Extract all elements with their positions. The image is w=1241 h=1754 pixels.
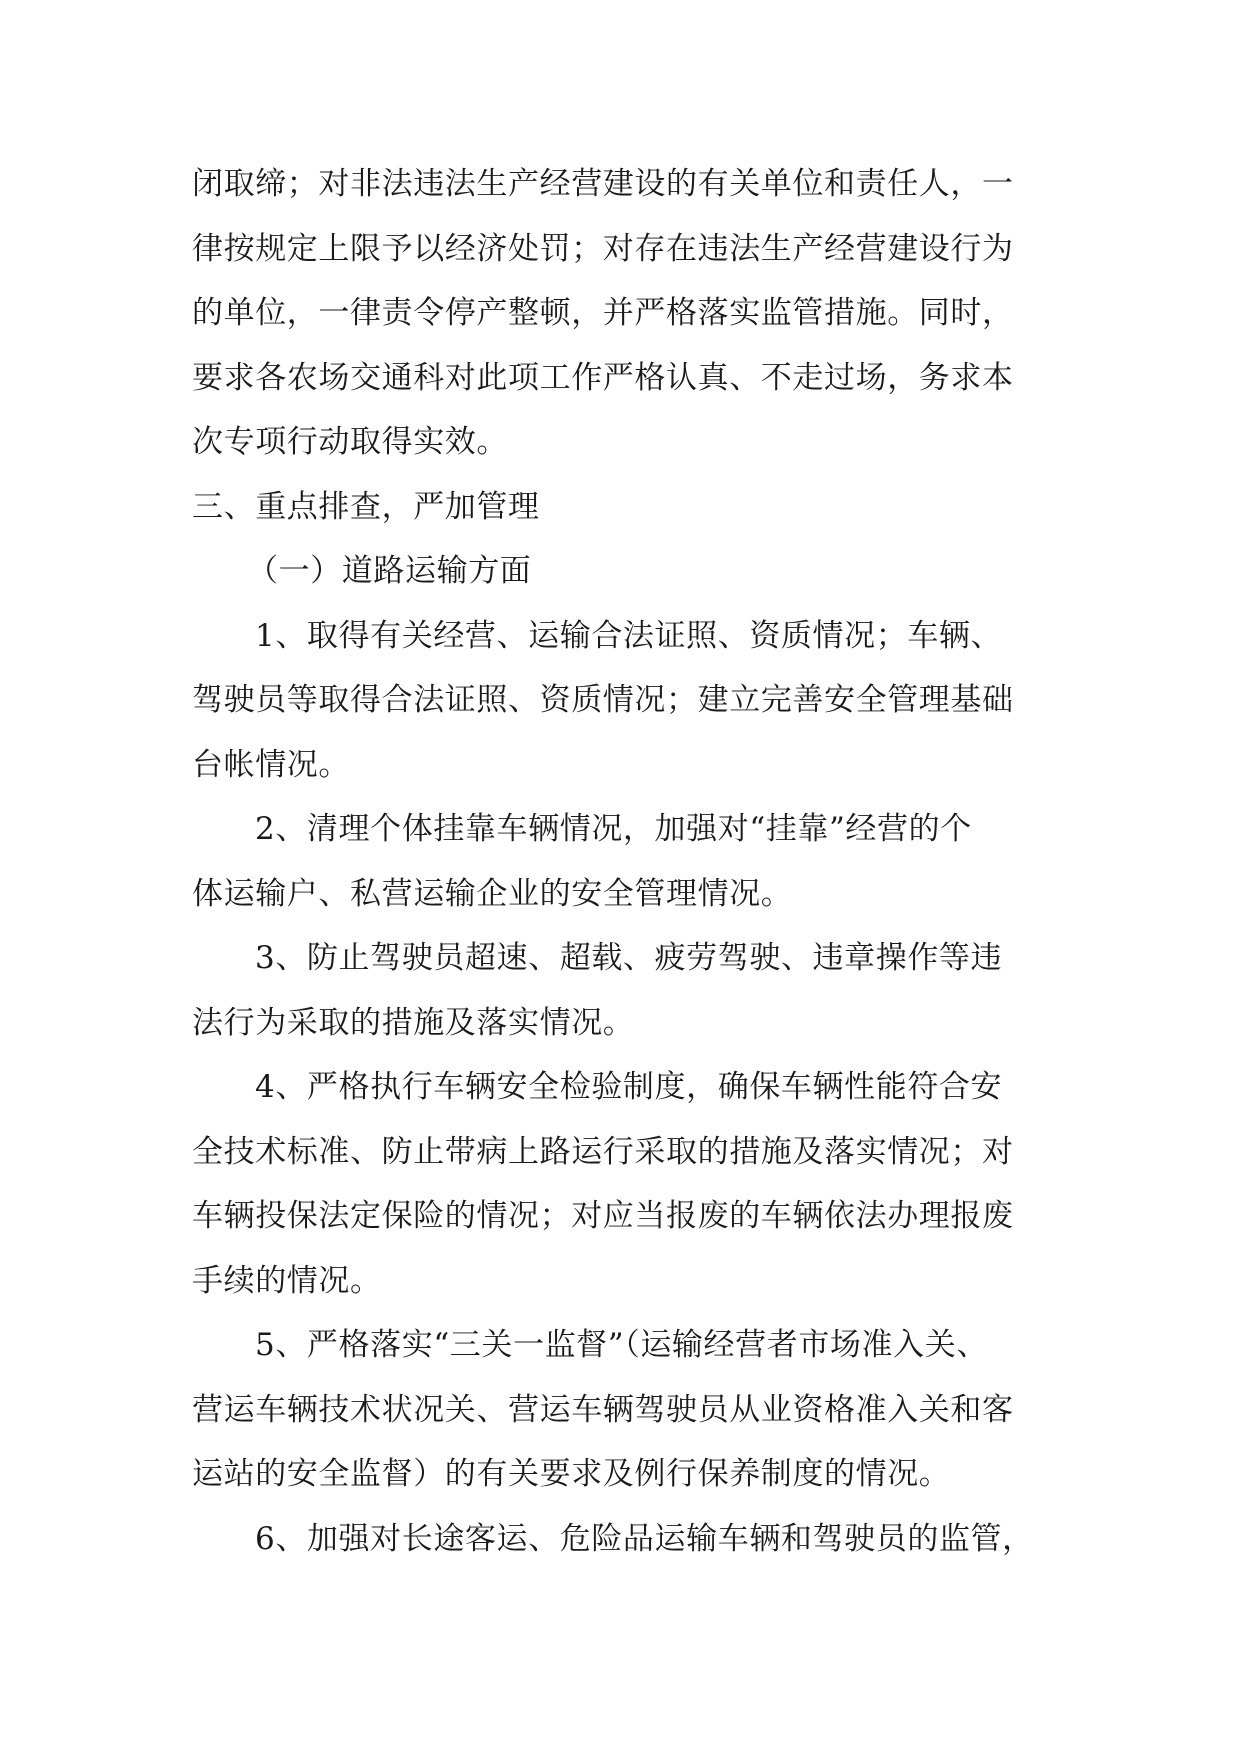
list-item-line: 1、取得有关经营、运输合法证照、资质情况；车辆、: [255, 617, 1003, 654]
section-heading: 三、重点排查，严加管理: [192, 488, 540, 525]
list-item-line: 驾驶员等取得合法证照、资质情况；建立完善安全管理基础: [192, 682, 1014, 718]
list-item-line: 6、加强对长途客运、危险品运输车辆和驾驶员的监管，: [255, 1520, 1034, 1557]
list-item-line: 车辆投保法定保险的情况；对应当报废的车辆依法办理报废: [192, 1198, 1014, 1234]
list-item-line: 2、清理个体挂靠车辆情况，加强对“挂靠”经营的个: [255, 811, 972, 847]
list-item-line: 4、严格执行车辆安全检验制度，确保车辆性能符合安: [255, 1069, 1003, 1105]
list-item-line: 5、严格落实“三关一监督”（运输经营者市场准入关、: [255, 1327, 988, 1363]
paragraph-line: 闭取缔；对非法违法生产经营建设的有关单位和责任人，一: [192, 166, 1014, 202]
subsection-heading: （一）道路运输方面: [247, 553, 532, 589]
list-item-line: 手续的情况。: [192, 1262, 382, 1299]
list-item-line: 体运输户、私营运输企业的安全管理情况。: [192, 875, 793, 912]
paragraph-line: 律按规定上限予以经济处罚；对存在违法生产经营建设行为: [192, 230, 1014, 267]
document-body: [192, 152, 1072, 1571]
list-item-line: 3、防止驾驶员超速、超载、疲劳驾驶、违章操作等违: [255, 940, 1003, 976]
paragraph-line: 次专项行动取得实效。: [192, 424, 508, 460]
list-item-line: 运站的安全监督）的有关要求及例行保养制度的情况。: [192, 1456, 951, 1492]
paragraph-line: 要求各农场交通科对此项工作严格认真、不走过场，务求本: [192, 359, 1014, 396]
list-item-line: 营运车辆技术状况关、营运车辆驾驶员从业资格准入关和客: [192, 1391, 1014, 1428]
list-item-line: 法行为采取的措施及落实情况。: [192, 1004, 635, 1041]
list-item-line: 台帐情况。: [192, 746, 350, 783]
list-item-line: 全技术标准、防止带病上路运行采取的措施及落实情况；对: [192, 1133, 1014, 1170]
paragraph-line: 的单位，一律责令停产整顿，并严格落实监管措施。同时，: [192, 295, 1014, 331]
